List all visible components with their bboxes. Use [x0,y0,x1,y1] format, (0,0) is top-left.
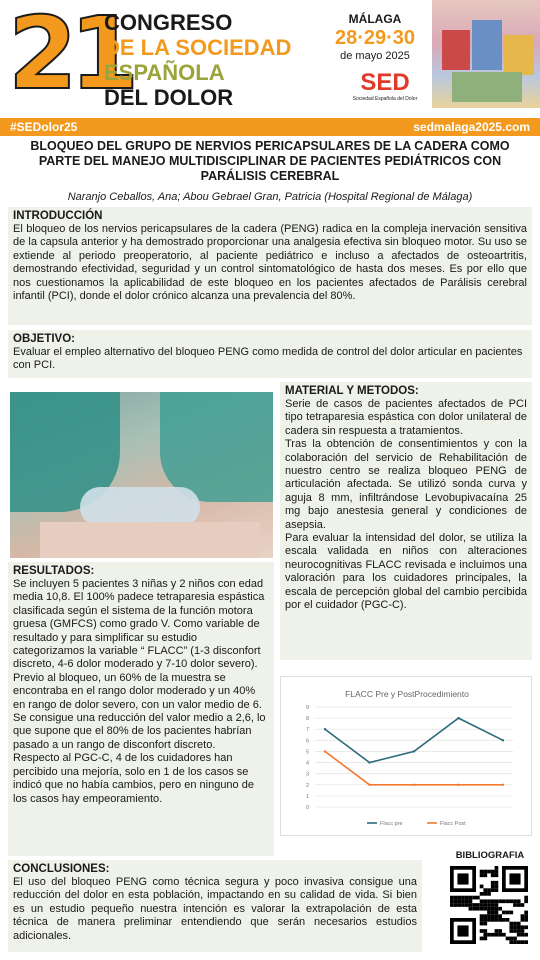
congress-line-4: DEL DOLOR [104,85,234,110]
section-text: Respecto al PGC-C, 4 de los cuidadores han percibido una mejoría, solo en 1 de los casos se indicó que no había cambios, pero en ninguno de los casos hay empeoramiento. [13,752,254,805]
chart-y-tick-label: 0 [305,805,309,811]
chart-y-tick-label: 8 [305,716,309,723]
chart-series-line [325,751,503,784]
chart-data-point [324,728,326,730]
chart-y-tick-label: 3 [305,771,309,778]
chart-y-tick-label: 5 [305,749,309,756]
chart-legend-label: Flacc pre [380,821,403,827]
congress-name [104,10,319,110]
poster-title: BLOQUEO DEL GRUPO DE NERVIOS PERICAPSULARES DE LA CADERA COMO PARTE DEL MANEJO MULTIDISCIPLINAR DE PACIENTES PEDIÁTRICOS CON PARÁLISIS CEREBRAL [30,139,510,183]
chart-title: FLACC Pre y PostProcedimiento [345,689,469,699]
section-methods [280,382,532,660]
sed-logo-mark: SED [360,69,410,96]
congress-line-3: ESPAÑOLA [104,60,225,85]
header-illustration [432,0,540,108]
event-location-date [320,12,430,62]
section-text: El uso del bloqueo PENG como técnica segura y poco invasiva consigue una reducción del dolor en esta población, impactando en su calidad de vida. Si bien es un estudio pequeño nuestra intención es valorar la extrapolación de esta técnica de manera preliminar entendiendo que serán necesarios estudios adicionales. [13,876,417,942]
section-objective [8,330,532,378]
hashtag: #SEDolor25 [10,120,78,134]
section-results [8,562,274,856]
poster-authors: Naranjo Ceballos, Ana; Abou Gebrael Gran, Patricia (Hospital Regional de Málaga) [67,191,473,203]
chart-data-point [457,717,459,719]
chart-y-tick-label: 2 [305,782,309,789]
hashtag-bar [0,118,540,136]
sed-logo-subtitle: Sociedad Española del Dolor [352,96,418,102]
chart-y-tick-label: 7 [305,727,309,734]
event-month: de mayo 2025 [340,50,410,62]
section-text: Tras la obtención de consentimientos y con la colaboración del servicio de Rehabilitación de nuestro centro se realiza bloqueo PENG de articulación afectada. Se utilizó sonda curva y aguja 8 mm, infiltrándose Levobupivacaína 25 mg bajo anestesia general y condiciones de asepsia. [285,438,527,531]
section-text: Previo al bloqueo, un 60% de la muestra se encontraba en el rango dolor moderado y un 40% en rango de dolor severo, con un valor medio de 6. Se consigue una reducción del valor medio a 2,6, lo que supone que el 80% de los pacientes habrían pasado a un rango de disconfort discreto. [13,671,266,751]
website-link[interactable]: sedmalaga2025.com [413,120,530,134]
section-text: Se incluyen 5 pacientes 3 niñas y 2 niños con edad media 10,8. El 100% padece tetraparesia espástica clasificada según el sistema de la función motora gruesa (GMFCS) como grado V. Como variable de resultado y para simplificar su estudio categorizamos la variable “ FLACC” (1-3 disconfort discreto, 4-6 dolor moderado y 7-10 dolor severo). [13,578,265,671]
section-heading: OBJETIVO: [13,333,75,345]
chart-data-point [413,750,415,752]
chart-y-tick-label: 6 [305,738,309,745]
chart-data-point [324,750,326,752]
chart-data-point [502,784,504,786]
congress-line-1: CONGRESO [104,10,233,35]
sed-logo [340,70,430,102]
section-text: El bloqueo de los nervios pericapsulares de la cadera (PENG) radica en la compleja inervación sensitiva de la capsula anterior y ha demostrado proporcionar una analgesia efectiva sin bloqueo motor. Su uso se extiende al periodo preoperatorio, al paciente pediátrico e incluso a afectados de osteoartritis, demostrando efectividad, seguridad y un control sintomatológico de hasta dos meses. Es por ello que nos cuestionamos la aplicabilidad de este bloqueo en los pacientes afectados de Parálisis cerebral infantil (PCI), donde el dolor crónico alcanza una prevalencia del 80%. [13,223,527,303]
chart-data-point [457,784,459,786]
chart-legend-label: Flacc Post [440,821,466,827]
bibliography-qr-code[interactable] [450,866,528,944]
section-heading: MATERIAL Y METODOS: [285,385,419,397]
congress-number: 21 [8,0,132,112]
congress-line-2: DE LA SOCIEDAD [104,35,292,60]
chart-data-point [413,784,415,786]
flacc-chart [280,676,532,836]
section-text: Evaluar el empleo alternativo del bloqueo PENG como medida de control del dolor articular en pacientes con PCI. [13,346,523,372]
section-heading: INTRODUCCIÓN [13,210,103,222]
procedure-photo [10,392,273,558]
section-heading: CONCLUSIONES: [13,863,110,875]
chart-y-tick-label: 4 [305,760,309,767]
chart-data-point [502,739,504,741]
chart-svg [281,677,533,837]
event-city: MÁLAGA [348,12,402,26]
section-conclusions [8,860,422,952]
chart-data-point [368,761,370,763]
header [0,0,540,118]
event-days: 28·29·30 [334,27,416,49]
chart-data-point [368,784,370,786]
chart-y-tick-label: 9 [305,705,309,711]
section-text: Para evaluar la intensidad del dolor, se utiliza la escala validada en niños con alteraciones neurocognitivas FLACC revisada e incluimos una valoración para los cuidadores principales, la escala de percepción global del cambio percibida por el cuidador (PGC-C). [285,532,527,612]
section-text: Serie de casos de pacientes afectados de PCI tipo tetraparesia espástica con dolor unilateral de cadera sin respuesta a tratamientos. [285,398,527,437]
section-introduction [8,207,532,325]
section-heading: RESULTADOS: [13,565,95,577]
bibliography-label: BIBLIOGRAFIA [455,850,525,861]
chart-y-tick-label: 1 [305,793,309,800]
